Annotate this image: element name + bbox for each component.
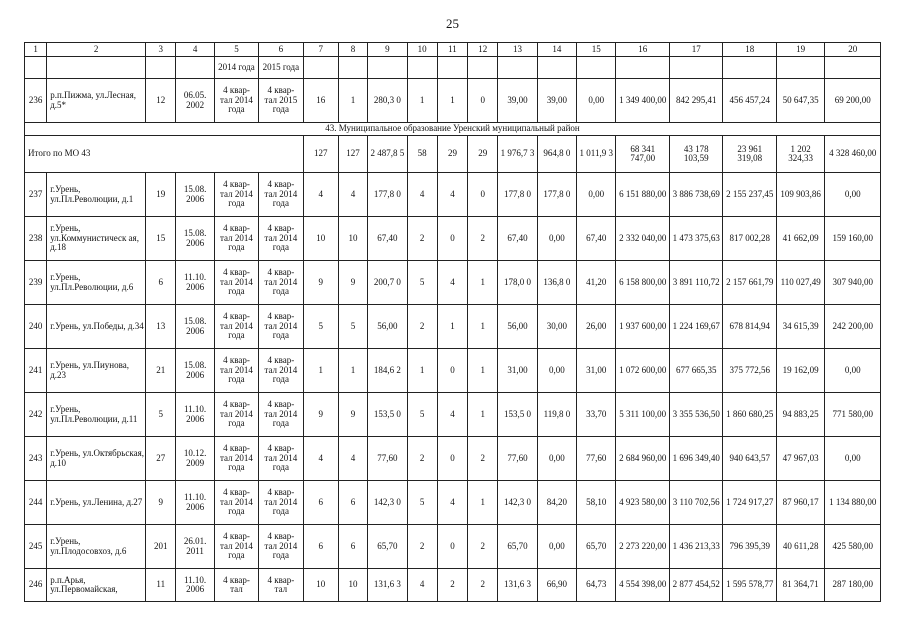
cell-col-12: 12 xyxy=(468,43,498,57)
cell-col-12: 1 xyxy=(468,481,498,525)
cell-col-4: 11.10. 2006 xyxy=(176,569,214,602)
cell-col-5: 4 квар- тал 2014 года xyxy=(214,261,258,305)
cell-col-11: 0 xyxy=(437,349,467,393)
cell-col-4: 11.10. 2006 xyxy=(176,393,214,437)
cell-col-13: 153,5 0 xyxy=(498,393,537,437)
cell-col-14: 84,20 xyxy=(537,481,576,525)
cell-col-9: 153,5 0 xyxy=(368,393,407,437)
cell-col-6: 4 квар- тал 2014 года xyxy=(259,437,303,481)
total-value: 43 178 103,59 xyxy=(669,136,723,173)
cell-col-12 xyxy=(468,57,498,79)
cell-col-14: 0,00 xyxy=(537,349,576,393)
cell-col-20: 425 580,00 xyxy=(825,525,881,569)
cell-col-10: 2 xyxy=(407,305,437,349)
cell-col-20: 242 200,00 xyxy=(825,305,881,349)
cell-col-16: 16 xyxy=(616,43,670,57)
cell-col-20: 1 134 880,00 xyxy=(825,481,881,525)
cell-col-6: 4 квар- тал 2014 года xyxy=(259,349,303,393)
cell-col-19: 41 662,09 xyxy=(776,217,824,261)
cell-col-12: 1 xyxy=(468,393,498,437)
cell-col-10: 4 xyxy=(407,173,437,217)
cell-col-20: 159 160,00 xyxy=(825,217,881,261)
cell-col-12: 2 xyxy=(468,217,498,261)
total-value: 29 xyxy=(437,136,467,173)
cell-col-10: 1 xyxy=(407,349,437,393)
cell-col-6: 4 квар- тал xyxy=(259,569,303,602)
cell-col-15: 41,20 xyxy=(577,261,616,305)
cell-col-13 xyxy=(498,57,537,79)
cell-col-13: 177,8 0 xyxy=(498,173,537,217)
cell-col-14: 30,00 xyxy=(537,305,576,349)
cell-col-9: 184,6 2 xyxy=(368,349,407,393)
cell-col-5: 4 квар- тал 2014 года xyxy=(214,393,258,437)
cell-col-19: 87 960,17 xyxy=(776,481,824,525)
cell-col-17: 1 436 213,33 xyxy=(669,525,723,569)
cell-col-19: 81 364,71 xyxy=(776,569,824,602)
cell-col-18: 1 724 917,27 xyxy=(723,481,777,525)
table-row xyxy=(25,569,881,602)
cell-col-11: 4 xyxy=(437,393,467,437)
cell-col-14: 0,00 xyxy=(537,525,576,569)
cell-col-4: 15.08. 2006 xyxy=(176,349,214,393)
cell-col-5: 4 квар- тал 2014 года xyxy=(214,305,258,349)
cell-col-13: 178,0 0 xyxy=(498,261,537,305)
cell-col-14: 39,00 xyxy=(537,79,576,123)
continuation-row xyxy=(25,57,881,79)
page-number: 25 xyxy=(446,16,459,31)
cell-col-18: 456 457,24 xyxy=(723,79,777,123)
cell-col-17: 17 xyxy=(669,43,723,57)
cell-col-11: 4 xyxy=(437,261,467,305)
cell-col-18 xyxy=(723,57,777,79)
cell-col-11: 2 xyxy=(437,569,467,602)
cell-col-9: 9 xyxy=(368,43,407,57)
cell-col-4: 15.08. 2006 xyxy=(176,305,214,349)
cell-col-15: 0,00 xyxy=(577,79,616,123)
cell-col-10: 2 xyxy=(407,217,437,261)
cell-col-7 xyxy=(303,57,338,79)
cell-col-19: 47 967,03 xyxy=(776,437,824,481)
cell-col-2: 2 xyxy=(47,43,146,57)
cell-col-20: 771 580,00 xyxy=(825,393,881,437)
cell-col-1: 236 xyxy=(25,79,47,123)
total-value: 29 xyxy=(468,136,498,173)
cell-col-5: 4 квар- тал 2014 года xyxy=(214,525,258,569)
cell-col-10: 2 xyxy=(407,437,437,481)
cell-col-3: 11 xyxy=(146,569,176,602)
cell-col-13: 67,40 xyxy=(498,217,537,261)
cell-col-15: 64,73 xyxy=(577,569,616,602)
cell-col-6: 4 квар- тал 2014 года xyxy=(259,261,303,305)
cell-col-15 xyxy=(577,57,616,79)
cell-col-7: 6 xyxy=(303,525,338,569)
cell-col-1 xyxy=(25,57,47,79)
cell-col-19: 110 027,49 xyxy=(776,261,824,305)
cell-col-9: 56,00 xyxy=(368,305,407,349)
cell-col-6: 4 квар- тал 2014 года xyxy=(259,217,303,261)
total-value: 23 961 319,08 xyxy=(723,136,777,173)
cell-col-18: 18 xyxy=(723,43,777,57)
cell-col-16: 4 923 580,00 xyxy=(616,481,670,525)
cell-col-16: 6 158 800,00 xyxy=(616,261,670,305)
cell-col-11: 4 xyxy=(437,481,467,525)
cell-col-1: 240 xyxy=(25,305,47,349)
cell-col-7: 16 xyxy=(303,79,338,123)
cell-col-5: 4 квар- тал 2014 года xyxy=(214,481,258,525)
cell-col-16: 4 554 398,00 xyxy=(616,569,670,602)
cell-col-2: г.Урень, ул.Пл.Революции, д.1 xyxy=(47,173,146,217)
total-value: 1 011,9 3 xyxy=(577,136,616,173)
table-row xyxy=(25,437,881,481)
cell-col-20 xyxy=(825,57,881,79)
table-row xyxy=(25,173,881,217)
cell-col-4 xyxy=(176,57,214,79)
cell-col-8: 8 xyxy=(338,43,367,57)
cell-col-13: 56,00 xyxy=(498,305,537,349)
cell-col-18: 375 772,56 xyxy=(723,349,777,393)
cell-col-4: 4 xyxy=(176,43,214,57)
cell-col-5: 4 квар- тал 2014 года xyxy=(214,217,258,261)
cell-col-12: 2 xyxy=(468,525,498,569)
cell-col-1: 242 xyxy=(25,393,47,437)
cell-col-10: 10 xyxy=(407,43,437,57)
cell-col-17: 1 696 349,40 xyxy=(669,437,723,481)
cell-col-15: 65,70 xyxy=(577,525,616,569)
cell-col-11: 1 xyxy=(437,79,467,123)
cell-col-14: 66,90 xyxy=(537,569,576,602)
cell-col-5: 4 квар- тал xyxy=(214,569,258,602)
total-value: 1 202 324,33 xyxy=(776,136,824,173)
cell-col-12: 1 xyxy=(468,349,498,393)
cell-col-7: 9 xyxy=(303,261,338,305)
cell-col-19: 109 903,86 xyxy=(776,173,824,217)
cell-col-6: 6 xyxy=(259,43,303,57)
cell-col-2: р.п.Пижма, ул.Лесная, д.5* xyxy=(47,79,146,123)
cell-col-5: 4 квар- тал 2014 года xyxy=(214,173,258,217)
cell-col-17: 842 295,41 xyxy=(669,79,723,123)
cell-col-3: 19 xyxy=(146,173,176,217)
cell-col-7: 6 xyxy=(303,481,338,525)
cell-col-15: 77,60 xyxy=(577,437,616,481)
cell-col-15: 67,40 xyxy=(577,217,616,261)
cell-col-12: 1 xyxy=(468,261,498,305)
cell-col-20: 0,00 xyxy=(825,349,881,393)
cell-col-8: 5 xyxy=(338,305,367,349)
cell-col-1: 246 xyxy=(25,569,47,602)
cell-col-8: 1 xyxy=(338,349,367,393)
cell-col-12: 0 xyxy=(468,173,498,217)
cell-col-19 xyxy=(776,57,824,79)
cell-col-10 xyxy=(407,57,437,79)
cell-col-17: 1 473 375,63 xyxy=(669,217,723,261)
cell-col-14: 177,8 0 xyxy=(537,173,576,217)
cell-col-1: 245 xyxy=(25,525,47,569)
total-value: 4 328 460,00 xyxy=(825,136,881,173)
cell-col-1: 238 xyxy=(25,217,47,261)
cell-col-19: 19 xyxy=(776,43,824,57)
cell-col-11: 1 xyxy=(437,305,467,349)
cell-col-1: 239 xyxy=(25,261,47,305)
cell-col-20: 69 200,00 xyxy=(825,79,881,123)
cell-col-19: 94 883,25 xyxy=(776,393,824,437)
cell-col-8: 1 xyxy=(338,79,367,123)
cell-col-9: 67,40 xyxy=(368,217,407,261)
cell-col-2: г.Урень, ул.Коммунистическ ая, д.18 xyxy=(47,217,146,261)
cell-col-13: 13 xyxy=(498,43,537,57)
cell-col-19: 19 162,09 xyxy=(776,349,824,393)
cell-col-18: 2 157 661,79 xyxy=(723,261,777,305)
table-row xyxy=(25,481,881,525)
cell-col-8 xyxy=(338,57,367,79)
cell-col-18: 940 643,57 xyxy=(723,437,777,481)
cell-col-7: 5 xyxy=(303,305,338,349)
cell-col-17: 3 355 536,50 xyxy=(669,393,723,437)
cell-col-8: 10 xyxy=(338,569,367,602)
cell-col-10: 5 xyxy=(407,481,437,525)
table-row xyxy=(25,393,881,437)
cell-col-2: г.Урень, ул.Пл.Революции, д.6 xyxy=(47,261,146,305)
cell-col-4: 26.01. 2011 xyxy=(176,525,214,569)
cell-col-15: 31,00 xyxy=(577,349,616,393)
cell-col-12: 1 xyxy=(468,305,498,349)
cell-col-14: 136,8 0 xyxy=(537,261,576,305)
cell-col-6: 4 квар- тал 2014 года xyxy=(259,393,303,437)
cell-col-2 xyxy=(47,57,146,79)
cell-col-18: 678 814,94 xyxy=(723,305,777,349)
cell-col-16: 1 072 600,00 xyxy=(616,349,670,393)
cell-col-7: 10 xyxy=(303,569,338,602)
cell-col-6: 4 квар- тал 2015 года xyxy=(259,79,303,123)
cell-col-6: 4 квар- тал 2014 года xyxy=(259,305,303,349)
cell-col-12: 0 xyxy=(468,79,498,123)
cell-col-4: 11.10. 2006 xyxy=(176,261,214,305)
table-row xyxy=(25,349,881,393)
cell-col-19: 34 615,39 xyxy=(776,305,824,349)
cell-col-16: 1 349 400,00 xyxy=(616,79,670,123)
cell-col-7: 10 xyxy=(303,217,338,261)
cell-col-16: 6 151 880,00 xyxy=(616,173,670,217)
cell-col-10: 2 xyxy=(407,525,437,569)
cell-col-4: 15.08. 2006 xyxy=(176,173,214,217)
cell-col-9: 177,8 0 xyxy=(368,173,407,217)
cell-col-9: 280,3 0 xyxy=(368,79,407,123)
cell-col-3: 15 xyxy=(146,217,176,261)
cell-col-13: 142,3 0 xyxy=(498,481,537,525)
cell-col-2: г.Урень, ул.Победы, д.34 xyxy=(47,305,146,349)
cell-col-18: 796 395,39 xyxy=(723,525,777,569)
cell-col-15: 15 xyxy=(577,43,616,57)
table-row xyxy=(25,305,881,349)
cell-col-4: 10.12. 2009 xyxy=(176,437,214,481)
cell-col-3: 27 xyxy=(146,437,176,481)
section-title: 43. Муниципальное образование Уренский муниципальный район xyxy=(25,123,881,136)
cell-col-20: 287 180,00 xyxy=(825,569,881,602)
cell-col-9: 65,70 xyxy=(368,525,407,569)
cell-col-3: 21 xyxy=(146,349,176,393)
cell-col-20: 0,00 xyxy=(825,437,881,481)
column-number-row xyxy=(25,43,881,57)
cell-col-18: 817 002,28 xyxy=(723,217,777,261)
cell-col-2: г.Урень, ул.Плодосовхоз, д.6 xyxy=(47,525,146,569)
cell-col-16: 1 937 600,00 xyxy=(616,305,670,349)
table-row xyxy=(25,217,881,261)
housing-program-table xyxy=(24,42,881,602)
cell-col-13: 39,00 xyxy=(498,79,537,123)
cell-col-6: 4 квар- тал 2014 года xyxy=(259,525,303,569)
cell-col-16 xyxy=(616,57,670,79)
cell-col-17: 3 110 702,56 xyxy=(669,481,723,525)
total-value: 1 976,7 3 xyxy=(498,136,537,173)
cell-col-6: 2015 года xyxy=(259,57,303,79)
cell-col-8: 9 xyxy=(338,261,367,305)
cell-col-6: 4 квар- тал 2014 года xyxy=(259,481,303,525)
cell-col-10: 5 xyxy=(407,261,437,305)
cell-col-5: 4 квар- тал 2014 года xyxy=(214,437,258,481)
cell-col-7: 4 xyxy=(303,173,338,217)
table-row xyxy=(25,79,881,123)
cell-col-13: 65,70 xyxy=(498,525,537,569)
cell-col-4: 06.05. 2002 xyxy=(176,79,214,123)
cell-col-15: 58,10 xyxy=(577,481,616,525)
cell-col-5: 4 квар- тал 2014 года xyxy=(214,349,258,393)
cell-col-1: 241 xyxy=(25,349,47,393)
cell-col-20: 20 xyxy=(825,43,881,57)
cell-col-9: 131,6 3 xyxy=(368,569,407,602)
cell-col-5: 5 xyxy=(214,43,258,57)
cell-col-17: 1 224 169,67 xyxy=(669,305,723,349)
cell-col-5: 4 квар- тал 2014 года xyxy=(214,79,258,123)
cell-col-18: 1 595 578,77 xyxy=(723,569,777,602)
cell-col-12: 2 xyxy=(468,437,498,481)
cell-col-3: 9 xyxy=(146,481,176,525)
cell-col-11: 0 xyxy=(437,217,467,261)
cell-col-7: 1 xyxy=(303,349,338,393)
total-value: 58 xyxy=(407,136,437,173)
table-row xyxy=(25,261,881,305)
cell-col-14: 0,00 xyxy=(537,217,576,261)
total-row xyxy=(25,136,881,173)
cell-col-3: 3 xyxy=(146,43,176,57)
cell-col-2: г.Урень, ул.Пл.Революции, д.11 xyxy=(47,393,146,437)
cell-col-16: 2 273 220,00 xyxy=(616,525,670,569)
section-title-row xyxy=(25,123,881,136)
cell-col-16: 5 311 100,00 xyxy=(616,393,670,437)
cell-col-19: 40 611,28 xyxy=(776,525,824,569)
cell-col-15: 33,70 xyxy=(577,393,616,437)
cell-col-10: 4 xyxy=(407,569,437,602)
cell-col-9: 77,60 xyxy=(368,437,407,481)
cell-col-8: 6 xyxy=(338,525,367,569)
cell-col-17: 3 891 110,72 xyxy=(669,261,723,305)
cell-col-10: 5 xyxy=(407,393,437,437)
cell-col-1: 243 xyxy=(25,437,47,481)
cell-col-14: 119,8 0 xyxy=(537,393,576,437)
cell-col-17: 677 665,35 xyxy=(669,349,723,393)
cell-col-1: 237 xyxy=(25,173,47,217)
cell-col-5: 2014 года xyxy=(214,57,258,79)
cell-col-16: 2 684 960,00 xyxy=(616,437,670,481)
cell-col-17: 3 886 738,69 xyxy=(669,173,723,217)
total-value: 127 xyxy=(338,136,367,173)
cell-col-13: 31,00 xyxy=(498,349,537,393)
cell-col-2: г.Урень, ул.Ленина, д.27 xyxy=(47,481,146,525)
cell-col-3: 201 xyxy=(146,525,176,569)
cell-col-11: 0 xyxy=(437,525,467,569)
cell-col-4: 15.08. 2006 xyxy=(176,217,214,261)
total-value: 2 487,8 5 xyxy=(368,136,407,173)
cell-col-13: 131,6 3 xyxy=(498,569,537,602)
cell-col-12: 2 xyxy=(468,569,498,602)
cell-col-2: г.Урень, ул.Пиунова, д.23 xyxy=(47,349,146,393)
cell-col-9: 200,7 0 xyxy=(368,261,407,305)
cell-col-8: 4 xyxy=(338,173,367,217)
cell-col-14: 0,00 xyxy=(537,437,576,481)
cell-col-3: 6 xyxy=(146,261,176,305)
cell-col-8: 6 xyxy=(338,481,367,525)
total-label: Итого по МО 43 xyxy=(25,136,304,173)
cell-col-2: г.Урень, ул.Октябрьская, д.10 xyxy=(47,437,146,481)
cell-col-7: 7 xyxy=(303,43,338,57)
table-row xyxy=(25,525,881,569)
cell-col-8: 4 xyxy=(338,437,367,481)
cell-col-3 xyxy=(146,57,176,79)
total-value: 127 xyxy=(303,136,338,173)
total-value: 964,8 0 xyxy=(537,136,576,173)
cell-col-7: 4 xyxy=(303,437,338,481)
cell-col-8: 10 xyxy=(338,217,367,261)
cell-col-19: 50 647,35 xyxy=(776,79,824,123)
cell-col-4: 11.10. 2006 xyxy=(176,481,214,525)
total-value: 68 341 747,00 xyxy=(616,136,670,173)
cell-col-6: 4 квар- тал 2014 года xyxy=(259,173,303,217)
cell-col-20: 0,00 xyxy=(825,173,881,217)
cell-col-18: 2 155 237,45 xyxy=(723,173,777,217)
cell-col-10: 1 xyxy=(407,79,437,123)
cell-col-17 xyxy=(669,57,723,79)
cell-col-11: 0 xyxy=(437,437,467,481)
cell-col-9 xyxy=(368,57,407,79)
cell-col-15: 26,00 xyxy=(577,305,616,349)
cell-col-7: 9 xyxy=(303,393,338,437)
cell-col-14 xyxy=(537,57,576,79)
cell-col-1: 244 xyxy=(25,481,47,525)
cell-col-20: 307 940,00 xyxy=(825,261,881,305)
cell-col-15: 0,00 xyxy=(577,173,616,217)
cell-col-3: 5 xyxy=(146,393,176,437)
cell-col-16: 2 332 040,00 xyxy=(616,217,670,261)
cell-col-11: 4 xyxy=(437,173,467,217)
cell-col-9: 142,3 0 xyxy=(368,481,407,525)
cell-col-1: 1 xyxy=(25,43,47,57)
cell-col-13: 77,60 xyxy=(498,437,537,481)
cell-col-14: 14 xyxy=(537,43,576,57)
cell-col-11 xyxy=(437,57,467,79)
cell-col-17: 2 877 454,52 xyxy=(669,569,723,602)
cell-col-11: 11 xyxy=(437,43,467,57)
cell-col-3: 13 xyxy=(146,305,176,349)
cell-col-18: 1 860 680,25 xyxy=(723,393,777,437)
cell-col-8: 9 xyxy=(338,393,367,437)
cell-col-3: 12 xyxy=(146,79,176,123)
cell-col-2: р.п.Арья, ул.Первомайская, xyxy=(47,569,146,602)
